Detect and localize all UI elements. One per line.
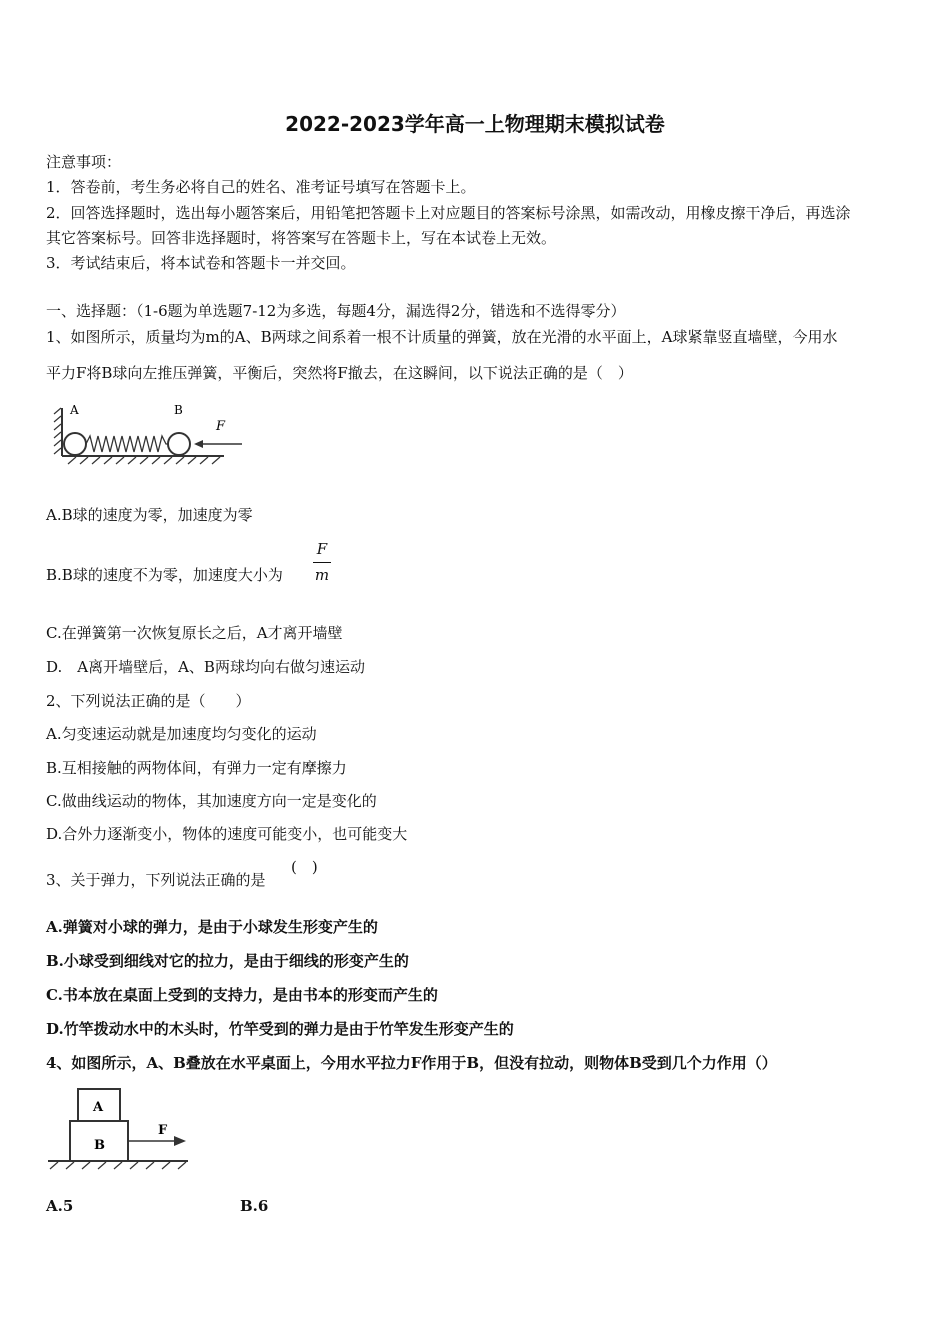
q2-option-b: B.互相接触的两物体间，有弹力一定有摩擦力	[46, 759, 347, 777]
q1-stem-line1: 1、如图所示，质量均为m的A、B两球之间系着一根不计质量的弹簧，放在光滑的水平面上，A球紧靠竖直墙壁，今用水	[46, 328, 838, 346]
q3-paren: ( )	[291, 858, 318, 876]
q3-option-c: C.书本放在桌面上受到的支持力，是由书本的形变而产生的	[46, 986, 438, 1004]
q2-option-c: C.做曲线运动的物体，其加速度方向一定是变化的	[46, 792, 377, 810]
label-f: F	[158, 1123, 168, 1138]
notice-item-2: 2．回答选择题时，选出每小题答案后，用铅笔把答题卡上对应题目的答案标号涂黑，如需改动，用橡皮擦干净后，再选涂	[46, 204, 851, 222]
notice-item-1: 1．答卷前，考生务必将自己的姓名、准考证号填写在答题卡上。	[46, 178, 476, 196]
page-title: 2022-2023学年高一上物理期末模拟试卷	[285, 112, 665, 136]
q1-option-a: A.B球的速度为零，加速度为零	[46, 506, 253, 524]
q3-stem: 3、关于弹力，下列说法正确的是	[46, 871, 266, 889]
q3-option-b: B.小球受到细线对它的拉力，是由于细线的形变产生的	[46, 952, 409, 970]
label-b: B	[94, 1138, 105, 1153]
q3-option-d: D.竹竿拨动水中的木头时，竹竿受到的弹力是由于竹竿发生形变产生的	[46, 1020, 514, 1038]
ball-b	[168, 433, 190, 455]
q4-figure	[46, 1085, 196, 1170]
q4-option-b: B.6	[240, 1197, 269, 1215]
q2-option-d: D.合外力逐渐变小，物体的速度可能变小，也可能变大	[46, 825, 408, 843]
q1-figure	[46, 398, 256, 468]
q1-option-d: D. A离开墙壁后，A、B两球均向右做匀速运动	[46, 658, 365, 676]
fraction-numerator: F	[316, 540, 328, 558]
q4-option-a: A.5	[46, 1197, 74, 1215]
label-f: F	[216, 419, 226, 434]
q1-option-b: B.B球的速度不为零，加速度大小为	[46, 566, 283, 584]
q2-stem: 2、下列说法正确的是（ ）	[46, 692, 251, 710]
q4-stem: 4、如图所示，A、B叠放在水平桌面上，今用水平拉力F作用于B，但没有拉动，则物体B受到几个力作用（）	[46, 1054, 777, 1072]
q1-stem-line2: 平力F将B球向左推压弹簧，平衡后，突然将F撤去，在这瞬间，以下说法正确的是（ ）	[46, 364, 633, 382]
q3-option-a: A.弹簧对小球的弹力，是由于小球发生形变产生的	[46, 918, 378, 936]
q2-option-a: A.匀变速运动就是加速度均匀变化的运动	[46, 725, 317, 743]
label-b: B	[174, 403, 183, 417]
ball-a	[64, 433, 86, 455]
section-heading: 一、选择题：（1-6题为单选题7-12为多选，每题4分，漏选得2分，错选和不选得零分）	[46, 302, 626, 320]
fraction-denominator: m	[314, 566, 330, 584]
label-a: A	[93, 1100, 104, 1115]
label-a: A	[70, 403, 79, 417]
spring	[86, 436, 168, 452]
fraction-bar	[313, 562, 331, 563]
notice-heading: 注意事项：	[46, 153, 122, 171]
notice-item-3: 3．考试结束后，将本试卷和答题卡一并交回。	[46, 254, 356, 272]
q1-option-c: C.在弹簧第一次恢复原长之后，A才离开墙壁	[46, 624, 343, 642]
notice-item-2-cont: 其它答案标号。回答非选择题时，将答案写在答题卡上，写在本试卷上无效。	[46, 229, 557, 247]
